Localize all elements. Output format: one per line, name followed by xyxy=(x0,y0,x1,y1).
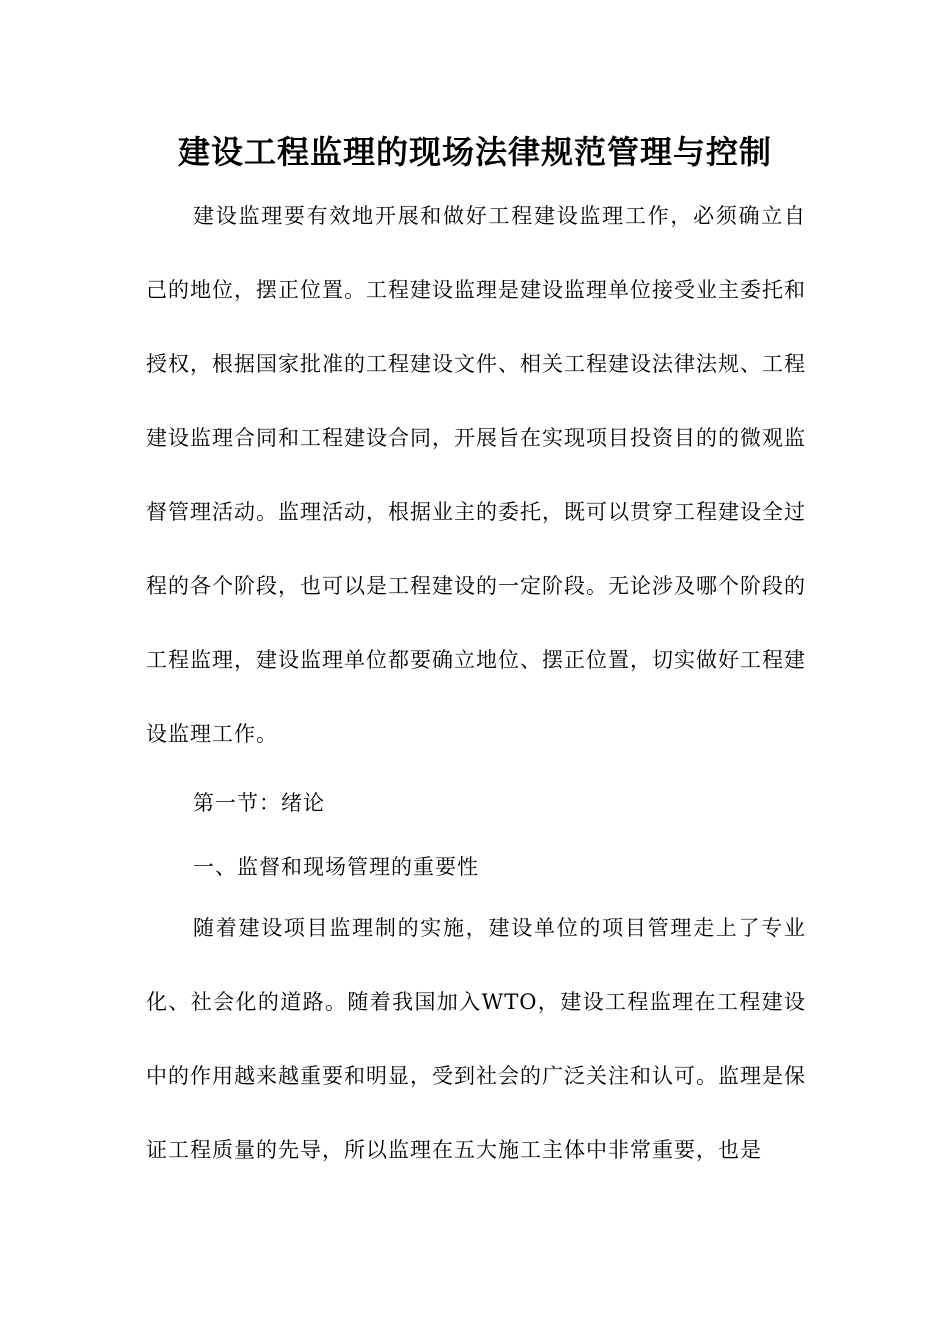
document-title: 建设工程监理的现场法律规范管理与控制 xyxy=(177,133,772,171)
section-heading: 第一节：绪论 xyxy=(193,791,325,815)
body-paragraph-2: 随着建设项目监理制的实施，建设单位的项目管理走上了专业化、社会化的道路。随着我国加入WTO，建设工程监理在工程建设中的作用越来越重要和明显，受到社会的广泛关注和认可。监理是保证工程质量的先导，所以监理在五大施工主体中非常重要，也是 xyxy=(146,916,806,1162)
subsection-heading: 一、监督和现场管理的重要性 xyxy=(193,855,479,879)
body-paragraph-1: 建设监理要有效地开展和做好工程建设监理工作，必须确立自己的地位，摆正位置。工程建设监理是建设监理单位接受业主委托和授权，根据国家批准的工程建设文件、相关工程建设法律法规、工程建设监理合同和工程建设合同，开展旨在实现项目投资目的的微观监督管理活动。监理活动，根据业主的委托，既可以贯穿工程建设全过程的各个阶段，也可以是工程建设的一定阶段。无论涉及哪个阶段的工程监理，建设监理单位都要确立地位、摆正位置，切实做好工程建设监理工作。 xyxy=(146,204,806,746)
